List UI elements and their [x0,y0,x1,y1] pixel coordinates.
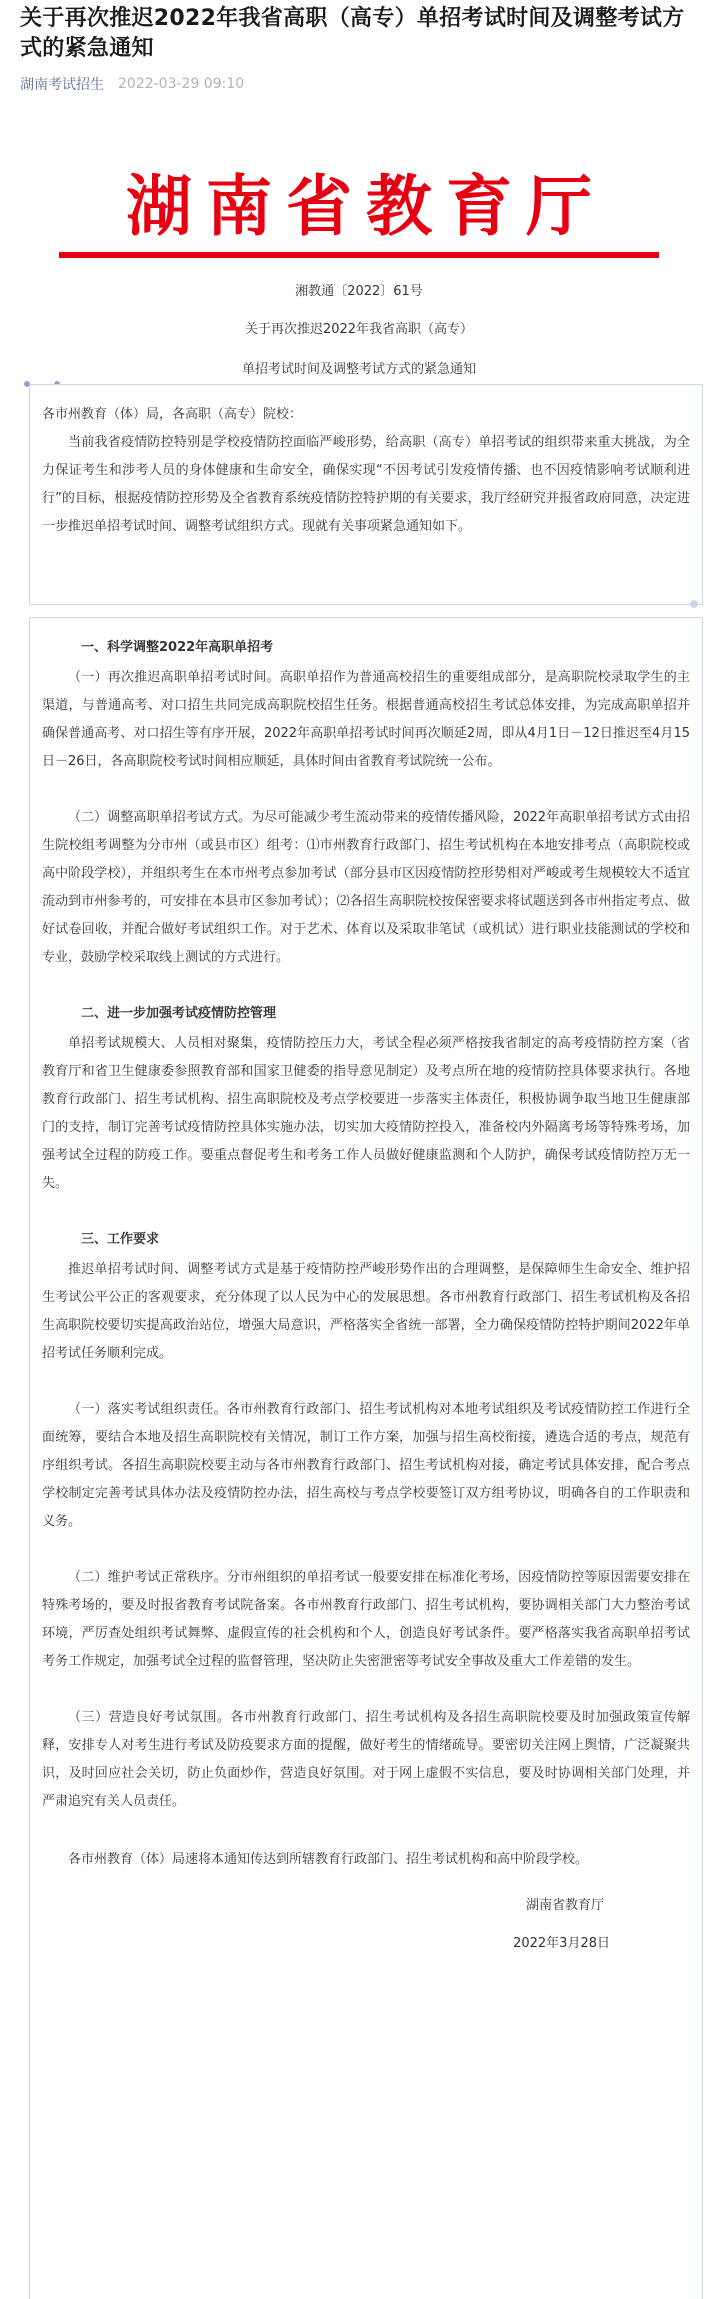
article-title: 关于再次推迟2022年我省高职（高专）单招考试时间及调整考试方式的紧急通知 [20,6,685,61]
closing-paragraph: 各市州教育（体）局速将本通知传达到所辖教育行政部门、招生考试机构和高中阶段学校。 [68,1852,589,1867]
document-title-line-2: 单招考试时间及调整考试方式的紧急通知 [241,362,476,377]
section-heading-1: 一、科学调整2022年高职单招考 [81,640,274,655]
body-box [29,617,703,2299]
document-masthead [0,166,718,258]
article-meta [0,64,718,94]
salutation: 各市州教育（体）局，各高职（高专）院校： [42,407,303,422]
signature: 湖南省教育厅 [525,1898,604,1913]
section-heading-2: 二、进一步加强考试疫情防控管理 [81,1006,277,1021]
decoration-dot [690,600,698,608]
section-3-paragraph-1: 推迟单招考试时间、调整考试方式是基于疫情防控严峻形势作出的合理调整，是保障师生生命安全、维护招生考试公平公正的客观要求，充分体现了以人民为中心的发展思想。各市州教育行政部门、招生考试机构及各招生高职院校要切实提高政治站位，增强大局意识，严格落实全省统一部署，全力确保疫情防控特护期间2022年单招考试任务顺利完成。 [42,1262,690,1361]
signature-date: 2022年3月28日 [513,1936,610,1951]
intro-box [29,384,703,605]
box-decoration-corner [690,598,710,610]
section-heading-3: 三、工作要求 [81,1232,160,1247]
document-title-line-1: 关于再次推迟2022年我省高职（高专） [244,322,474,337]
publish-date: 2022-03-29 09:10 [118,76,245,92]
section-1-paragraph-1: （一）再次推迟高职单招考试时间。高职单招作为普通高校招生的重要组成部分，是高职院校录取学生的主渠道，与普通高考、对口招生共同完成高职院校招生任务。根据普通高校招生考试总体安排，为完成高职单招并确保普通高考、对口招生等有序开展，2022年高职单招考试时间再次顺延2周，即从4月1日－12日推迟至4月15日－26日，各高职院校考试时间相应顺延，具体时间由省教育考试院统一公布。 [42,670,690,769]
section-3-paragraph-2: （一）落实考试组织责任。各市州教育行政部门、招生考试机构对本地考试组织及考试疫情防控工作进行全面统筹，要结合本地及招生高职院校有关情况，制订工作方案，加强与招生高校衔接，遴选合适的考点，规范有序组织考试。各招生高职院校要主动与各市州教育行政部门、招生考试机构对接，确定考试具体安排，配合考点学校制定完善考试具体办法及疫情防控办法，招生高校与考点学校要签订双方组考协议，明确各自的工作职责和义务。 [42,1402,690,1529]
document-number: 湘教通〔2022〕61号 [295,284,423,299]
masthead-red-rule [59,252,659,258]
section-3-paragraph-4: （三）营造良好考试氛围。各市州教育行政部门、招生考试机构及各招生高职院校要及时加强政策宣传解释，安排专人对考生进行考试及防疫要求方面的提醒，做好考生的情绪疏导。要密切关注网上舆情，广泛凝聚共识，及时回应社会关切，防止负面炒作，营造良好氛围。对于网上虚假不实信息，要及时协调相关部门处理，并严肃追究有关人员责任。 [42,1710,690,1809]
section-3-paragraph-3: （二）维护考试正常秩序。分市州组织的单招考试一般要安排在标准化考场，因疫情防控等原因需要安排在特殊考场的，要及时报省教育考试院备案。各市州教育行政部门、招生考试机构，要协调相关部门大力整治考试环境，严厉查处组织考试舞弊、虚假宣传的社会机构和个人，创造良好考试条件。要严格落实我省高职单招考试考务工作规定，加强考试全过程的监督管理，坚决防止失密泄密等考试安全事故及重大工作差错的发生。 [42,1570,690,1669]
intro-paragraph: 当前我省疫情防控特别是学校疫情防控面临严峻形势，给高职（高专）单招考试的组织带来重大挑战，为全力保证考生和涉考人员的身体健康和生命安全，确保实现“不因考试引发疫情传播、也不因疫情影响考试顺利进行”的目标，根据疫情防控形势及全省教育系统疫情防控特护期的有关要求，我厅经研究并报省政府同意，决定进一步推迟单招考试时间、调整考试组织方式。现就有关事项紧急通知如下。 [42,435,690,534]
masthead-title: 湖南省教育厅 [126,167,606,245]
section-1-paragraph-2: （二）调整高职单招考试方式。为尽可能减少考生流动带来的疫情传播风险，2022年高职单招考试方式由招生院校组考调整为分市州（或县市区）组考：⑴市州教育行政部门、招生考试机构在本地安排考点（高职院校或高中阶段学校），并组织考生在本市州考点参加考试（部分县市区因疫情防控形势相对严峻或考生规模较大不适宜流动到市州参考的，可安排在本县市区参加考试）；⑵各招生高职院校按保密要求将试题送到各市州指定考点、做好试卷回收，并配合做好考试组织工作。对于艺术、体育以及采取非笔试（或机试）进行职业技能测试的学校和专业，鼓励学校采取线上测试的方式进行。 [42,810,690,965]
account-name-link[interactable]: 湖南考试招生 [20,77,104,93]
section-2-paragraph-1: 单招考试规模大、人员相对聚集，疫情防控压力大，考试全程必须严格按我省制定的高考疫情防控方案（省教育厅和省卫生健康委参照教育部和国家卫健委的指导意见制定）及考点所在地的疫情防控具体要求执行。各地教育行政部门、招生考试机构、招生高职院校及考点学校要进一步落实主体责任，积极协调争取当地卫生健康部门的支持，制订完善考试疫情防控具体实施办法，切实加大疫情防控投入，准备校内外隔离考场等特殊考场，加强考试全过程的防疫工作。要重点督促考生和考务工作人员做好健康监测和个人防护，确保考试疫情防控万无一失。 [42,1036,690,1191]
